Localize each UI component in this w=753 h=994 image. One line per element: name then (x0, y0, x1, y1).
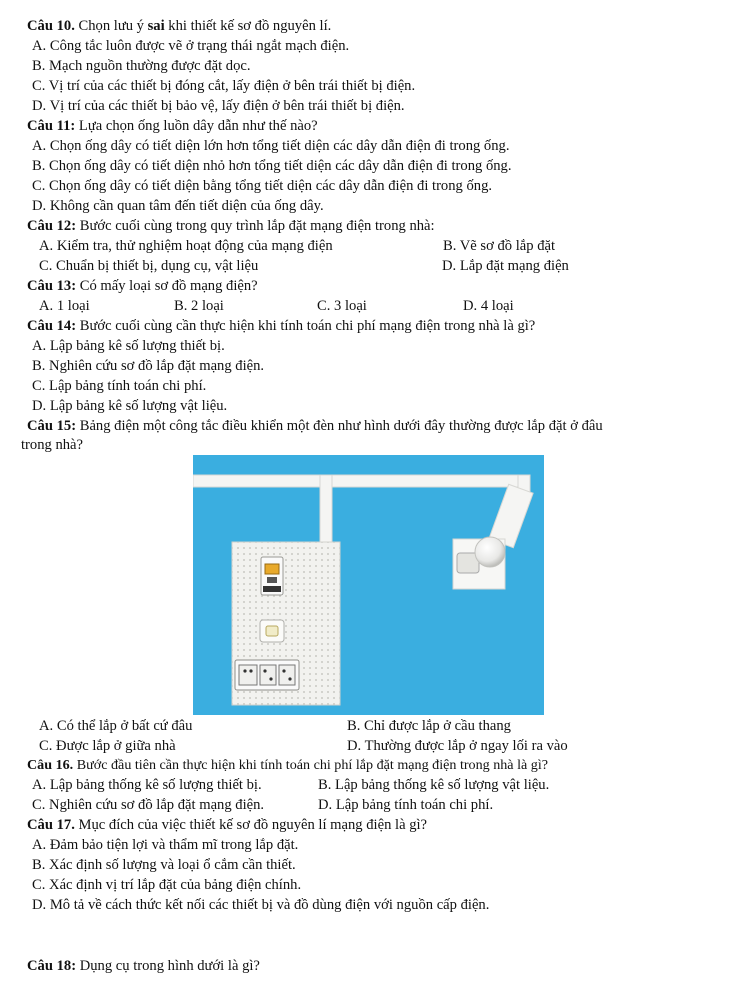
question-number: Câu 18: (27, 958, 77, 974)
question-13-stem: Câu 13: Có mấy loại sơ đồ mạng điện? (27, 278, 258, 294)
option-d: D. Mô tả về cách thức kết nối các thiết bị và đồ dùng điện với nguồn cấp điện. (32, 897, 490, 913)
emphasis-word: sai (147, 18, 165, 34)
option-c: C. Được lắp ở giữa nhà (39, 738, 176, 754)
option-a: A. Lập bảng kê số lượng thiết bị. (32, 338, 225, 354)
option-b: B. Xác định số lượng và loại ổ cắm cần thiết. (32, 857, 296, 873)
question-number: Câu 10. (27, 18, 75, 34)
circuit-breaker (261, 557, 283, 595)
option-d: D. Lập bảng kê số lượng vật liệu. (32, 398, 228, 414)
option-b: B. Vẽ sơ đồ lắp đặt (443, 238, 556, 254)
question-16-stem: Câu 16. Bước đầu tiên cần thực hiện khi tính toán chi phí lắp đặt mạng điện trong nhà là gì? (27, 757, 549, 773)
socket-strip (235, 660, 299, 690)
question-18-stem: Câu 18: Dụng cụ trong hình dưới là gì? (27, 958, 260, 974)
option-a: A. Chọn ống dây có tiết diện lớn hơn tổng tiết diện các dây dẫn điện đi trong ống. (32, 138, 510, 154)
option-c: C. Nghiên cứu sơ đồ lắp đặt mạng điện. (32, 797, 265, 813)
option-d: D. Thường được lắp ở ngay lối ra vào (347, 738, 568, 754)
question-14-stem: Câu 14: Bước cuối cùng cần thực hiện khi tính toán chi phí mạng điện trong nhà là gì? (27, 318, 536, 334)
question-number: Câu 11: (27, 118, 76, 134)
light-switch (260, 620, 284, 642)
question-number: Câu 13: (27, 278, 77, 294)
option-a: A. Kiểm tra, thử nghiệm hoạt động của mạng điện (39, 238, 333, 254)
option-b: B. Chỉ được lắp ở cầu thang (347, 718, 511, 734)
option-c: C. Vị trí của các thiết bị đóng cắt, lấy điện ở bên trái thiết bị điện. (32, 78, 416, 94)
option-d: D. Lắp đặt mạng điện (442, 258, 569, 274)
option-d: D. Không cần quan tâm đến tiết diện của ống dây. (32, 198, 324, 214)
question-17-stem: Câu 17. Mục đích của việc thiết kế sơ đồ nguyên lí mạng điện là gì? (27, 817, 428, 833)
option-b: B. Chọn ống dây có tiết diện nhỏ hơn tổng tiết diện các dây dẫn điện đi trong ống. (32, 158, 512, 174)
lamp-fixture (453, 537, 505, 589)
option-a: A. Lập bảng thống kê số lượng thiết bị. (32, 777, 262, 793)
question-11-stem: Câu 11: Lựa chọn ống luồn dây dẫn như thế nào? (27, 118, 318, 134)
light-bulb-icon (475, 537, 505, 567)
question-15-stem-continued: trong nhà? (21, 437, 84, 453)
option-d: D. Lập bảng tính toán chi phí. (318, 797, 494, 813)
option-c: C. Chuẩn bị thiết bị, dụng cụ, vật liệu (39, 258, 259, 274)
question-number: Câu 15: (27, 418, 77, 434)
option-b: B. Lập bảng thống kê số lượng vật liệu. (318, 777, 550, 793)
question-15-stem: Câu 15: Bảng điện một công tắc điều khiển một đèn như hình dưới đây thường được lắp đặt ở đâu (27, 418, 603, 434)
option-c: C. Chọn ống dây có tiết diện bằng tổng tiết diện các dây dẫn điện đi trong ống. (32, 178, 493, 194)
option-d: D. Vị trí của các thiết bị bảo vệ, lấy điện ở bên trái thiết bị điện. (32, 98, 405, 114)
option-b: B. Mạch nguồn thường được đặt dọc. (32, 58, 251, 74)
option-a: A. Đảm bảo tiện lợi và thẩm mĩ trong lắp đặt. (32, 837, 299, 853)
switchboard-illustration (193, 455, 544, 715)
question-10-stem: Câu 10. Chọn lưu ý sai khi thiết kế sơ đồ nguyên lí. (27, 18, 332, 34)
option-b: B. 2 loại (174, 298, 224, 314)
option-c: C. Xác định vị trí lắp đặt của bảng điện chính. (32, 877, 302, 893)
option-d: D. 4 loại (463, 298, 514, 314)
question-number: Câu 14: (27, 318, 77, 334)
question-number: Câu 16. (27, 757, 74, 773)
option-a: A. 1 loại (39, 298, 90, 314)
question-number: Câu 17. (27, 817, 75, 833)
option-c: C. Lập bảng tính toán chi phí. (32, 378, 207, 394)
option-b: B. Nghiên cứu sơ đồ lắp đặt mạng điện. (32, 358, 265, 374)
question-12-stem: Câu 12: Bước cuối cùng trong quy trình lắp đặt mạng điện trong nhà: (27, 218, 435, 234)
switchboard-photo (193, 455, 544, 715)
option-a: A. Có thể lắp ở bất cứ đâu (39, 718, 193, 734)
wire-conduit (193, 475, 533, 548)
option-a: A. Công tắc luôn được vẽ ở trạng thái ngắt mạch điện. (32, 38, 350, 54)
option-c: C. 3 loại (317, 298, 367, 314)
question-number: Câu 12: (27, 218, 77, 234)
